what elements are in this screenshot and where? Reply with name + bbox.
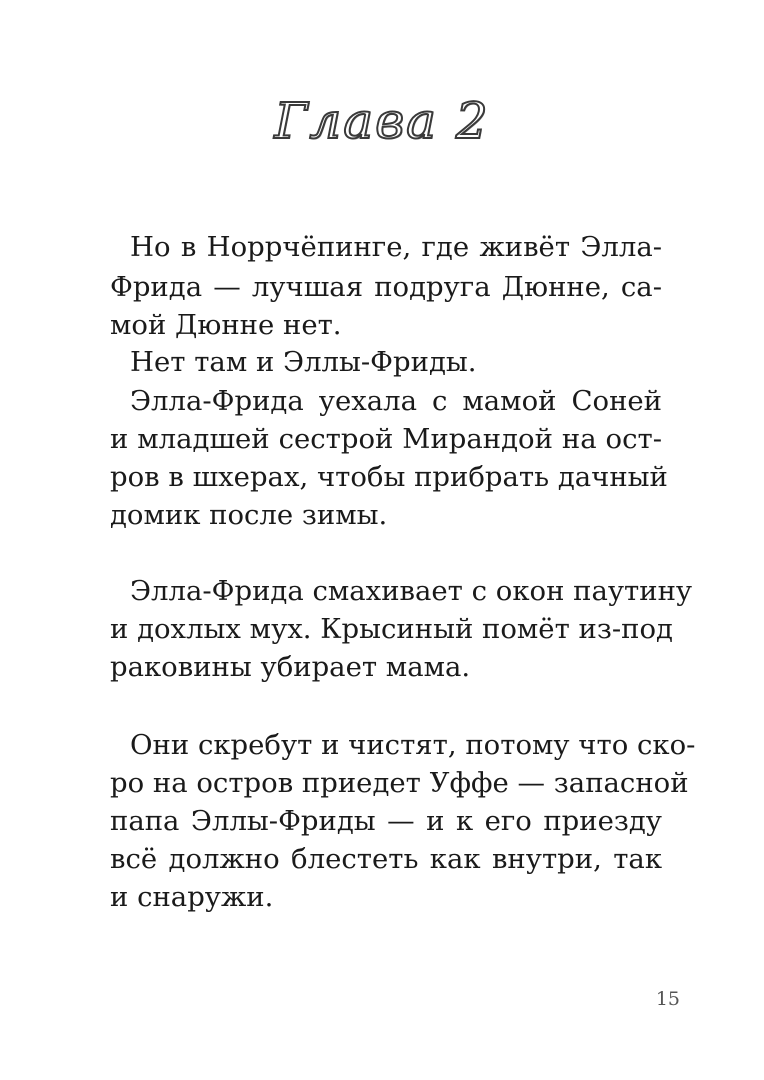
text-line: папа Эллы-Фриды — и к его приезду	[110, 805, 662, 837]
text-line: Элла-Фрида уехала с мамой Соней	[130, 385, 662, 417]
text-line: Фрида — лучшая подруга Дюнне, са-	[110, 271, 662, 303]
text-line: всё должно блестеть как внутри, так	[110, 843, 662, 875]
text-line: раковины убирает мама.	[110, 651, 471, 683]
text-line: Элла-Фрида смахивает с окон паутину	[130, 575, 693, 607]
text-line: домик после зимы.	[110, 499, 388, 531]
chapter-title: Глава 2	[274, 92, 490, 150]
text-line: Нет там и Эллы-Фриды.	[130, 346, 477, 378]
text-line: ров в шхерах, чтобы прибрать дачный	[110, 461, 668, 493]
text-line: и младшей сестрой Мирандой на ост-	[110, 423, 662, 455]
text-line: Они скребут и чистят, потому что ско-	[130, 729, 696, 761]
text-line: и снаружи.	[110, 881, 274, 913]
text-line: Но в Норрчёпинге, где живёт Элла-	[130, 231, 662, 263]
text-line: ро на остров приедет Уффе — запасной	[110, 767, 689, 799]
text-line: мой Дюнне нет.	[110, 309, 342, 341]
page-number: 15	[655, 988, 680, 1010]
text-line: и дохлых мух. Крысиный помёт из-под	[110, 613, 673, 645]
